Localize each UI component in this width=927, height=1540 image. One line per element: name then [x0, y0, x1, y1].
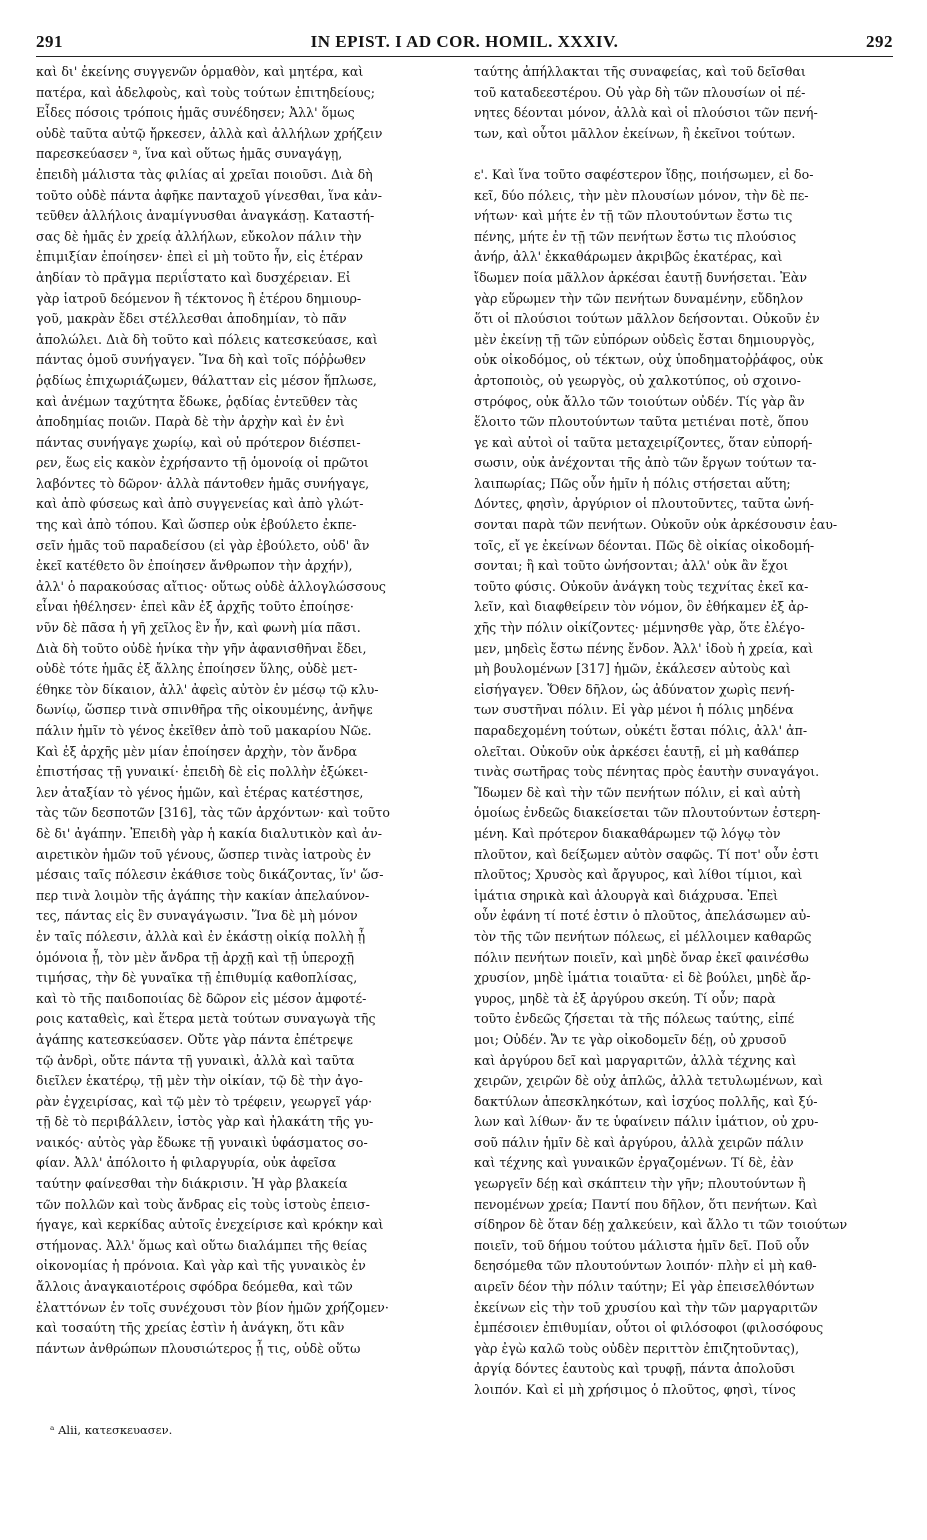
text-line: τοῦ καταδεεστέρου. Οὐ γὰρ δὴ τῶν πλουσίων οἱ πέ-: [474, 84, 806, 100]
text-line: περ τινὰ λοιμὸν τῆς ἀγάπης τὴν κακίαν ἀπελαύνον-: [36, 887, 370, 903]
text-line: πένης, μήτε ἐν τῇ τῶν πενήτων ἔστω τις πλούσιος: [474, 228, 797, 244]
text-line: πάντων ἀνθρώπων πλουσιώτερος ᾖ τις, οὐδὲ οὕτω: [36, 1340, 361, 1356]
text-line: Εἶδες πόσοις τρόποις ἡμᾶς συνέδησεν; Ἀλλ' ὅμως: [36, 105, 355, 121]
text-line: πατέρα, καὶ ἀδελφοὺς, καὶ τοὺς τούτων ἐπιτηδείους;: [36, 84, 375, 100]
text-line: ἱμάτια σηρικὰ καὶ ἁλουργὰ καὶ διάχρυσα. Ἐπεὶ: [474, 887, 779, 903]
text-line: τοῖς, εἴ γε ἐκείνων δέονται. Πῶς δὲ οἰκίας οἰκοδομή-: [474, 537, 815, 553]
text-line: πλοῦτος; Χρυσὸς καὶ ἄργυρος, καὶ λίθοι τίμιοι, καὶ: [474, 867, 803, 883]
text-line: ἀποδημίας ποιῶν. Παρὰ δὲ τὴν ἀρχὴν καὶ ἐν ἑνὶ: [36, 414, 345, 430]
text-line: Διὰ δὴ τοῦτο οὐδὲ ἡνίκα τὴν γῆν ἀφανισθῆναι ἔδει,: [36, 640, 367, 656]
text-line: διεῖλεν ἑκατέρῳ, τῇ μὲν τὴν οἰκίαν, τῷ δὲ τὴν ἀγο-: [36, 1073, 363, 1089]
text-line: ὅτι οἱ πλούσιοι τούτων μᾶλλον δεήσονται. Οὐκοῦν ἐν: [474, 311, 820, 327]
running-title: IN EPIST. I AD COR. HOMIL. XXXIV.: [310, 32, 619, 51]
text-line: ταύτης ἀπήλλακται τῆς συναφείας, καὶ τοῦ δεῖσθαι: [474, 64, 806, 79]
text-line: εἶναι ἠθέλησεν· ἐπεὶ κἂν ἐξ ἀρχῆς τοῦτο ἐποίησε·: [36, 599, 354, 615]
text-line: λοιπόν. Καὶ εἰ μὴ χρήσιμος ὁ πλοῦτος, φησὶ, τίνος: [474, 1382, 796, 1397]
text-line: νῦν δὲ πᾶσα ἡ γῆ χεῖλος ἓν ἦν, καὶ φωνὴ μία πᾶσι.: [36, 620, 361, 636]
text-line: νήτων· καὶ μήτε ἐν τῇ τῶν πλουτούντων ἔστω τις: [474, 208, 793, 224]
text-line: σονται; ἢ καὶ τοῦτο ὠνήσονται; ἀλλ' οὐκ ἂν ἔχοι: [474, 558, 789, 574]
text-line: τεῦθεν ἀλλήλοις ἀναμίγνυσθαι ἀναγκάσῃ. Καταστή-: [36, 208, 375, 224]
text-line: ροις καταθεὶς, καὶ ἕτερα μετὰ τούτων συναγωγὰ τῆς: [36, 1011, 376, 1027]
text-line: σας δὲ ἡμᾶς ἐν χρείᾳ ἀλλήλων, εὔκολον πάλιν τὴν: [36, 228, 362, 244]
text-line: ἐκεῖ κατέθετο ὃν ἐποίησεν ἄνθρωπον τὴν ἀρχήν),: [36, 558, 353, 574]
text-line: γε καὶ αὐτοὶ οἱ ταῦτα μεταχειρίζοντες, ὅταν εὐπορή-: [474, 434, 813, 450]
text-line: γὰρ ἰατροῦ δεόμενον ἢ τέκτονος ἢ ἑτέρου δημιουρ-: [36, 290, 362, 306]
text-line: μένη. Καὶ πρότερον διακαθάρωμεν τῷ λόγῳ τὸν: [474, 825, 781, 841]
text-line: Δόντες, φησὶν, ἀργύριον οἱ πλουτοῦντες, ταῦτα ὠνή-: [474, 496, 814, 512]
text-line: οὐκ οἰκοδόμος, οὐ τέκτων, οὐχ ὑποδηματοῤῥάφος, οὐκ: [474, 352, 824, 368]
text-line: δὲ δι' ἀγάπην. Ἐπειδὴ γὰρ ἡ κακία διαλυτικὸν καὶ ἀν-: [36, 825, 383, 841]
text-line: χρυσίον, μηδὲ ἱμάτια τοιαῦτα· εἰ δὲ βούλει, μηδὲ ἄρ-: [474, 970, 811, 986]
text-line: πόλιν πενήτων ποιεῖν, καὶ μηδὲ ὄναρ ἐκεῖ φαινέσθω: [474, 949, 809, 965]
text-line: παραδεχομένη τούτων, οὐκέτι ἔσται πόλις, ἀλλ' ἀπ-: [474, 723, 808, 738]
text-line: των συστῆναι πόλιν. Εἰ γὰρ μένοι ἡ πόλις μηδένα: [474, 702, 794, 718]
text-line: τῶν πολλῶν καὶ τοὺς ἄνδρας εἰς τοὺς ἱστοὺς ἐπεισ-: [36, 1196, 370, 1212]
right-column: [474, 62, 894, 1401]
text-line: σωσιν, οὐκ ἀνέχονται τῆς ἀπὸ τῶν ἔργων τούτων τα-: [474, 455, 817, 471]
text-line: λαβόντες τὸ δῶρον· ἀλλὰ πάντοθεν ἡμᾶς συνήγαγε,: [36, 475, 370, 491]
text-line: ὁμοίως ἐνδεῶς διακείσεται τῶν πλουτούντων ἐστερη-: [474, 805, 821, 821]
text-line: χειρῶν, χειρῶν δὲ οὐχ ἁπλῶς, ἀλλὰ τετυλωμένων, καὶ: [474, 1073, 824, 1089]
text-line: ποιεῖν, τοῦ δήμου τούτου μάλιστα ἡμῖν δεῖ. Ποῦ οὖν: [474, 1237, 810, 1253]
text-line: ε'. Καὶ ἵνα τοῦτο σαφέστερον ἴδῃς, ποιήσωμεν, εἰ δο-: [474, 166, 814, 182]
text-line: μὲν ἐκείνῃ τῇ τῶν εὐπόρων οὐδεὶς ἔσται δημιουργὸς,: [474, 331, 815, 347]
text-line: ἐν ταῖς πόλεσιν, ἀλλὰ καὶ ἐν ἑκάστῃ οἰκίᾳ πολλὴ ᾖ: [36, 928, 366, 944]
text-line: ἐπειδὴ μάλιστα τὰς φιλίας αἱ χρεῖαι ποιοῦσι. Διὰ δὴ: [36, 166, 373, 182]
page-number-left: 291: [36, 32, 63, 51]
text-line: καὶ τοσαύτη τῆς χρείας ἐστὶν ἡ ἀνάγκη, ὅτι κἂν: [36, 1320, 345, 1336]
text-line: καὶ δι' ἐκείνης συγγενῶν ὁρμαθὸν, καὶ μητέρα, καὶ: [36, 64, 364, 79]
text-line: σονται παρὰ τῶν πενήτων. Οὐκοῦν οὐκ ἀρκέσουσιν ἑαυ-: [474, 517, 838, 533]
text-line: ἐπιμιξίαν ἐποίησεν· ἐπεὶ εἰ μὴ τοῦτο ἦν, εἰς ἑτέραν: [36, 249, 364, 265]
text-line: Ἴδωμεν δὲ καὶ τὴν τῶν πενήτων πόλιν, εἰ καὶ αὐτὴ: [474, 784, 801, 800]
text-line: καὶ τὸ τῆς παιδοποιίας δὲ δῶρον εἰς μέσον ἀμφοτέ-: [36, 990, 367, 1006]
text-line: τὸν τῆς τῶν πενήτων πόλεως, εἰ μέλλοιμεν καθαρῶς: [474, 928, 812, 944]
text-line: δωνίῳ, ὥσπερ τινὰ σπινθῆρα τῆς οἰκουμένης, ἀνῆψε: [36, 702, 373, 718]
text-line: νητες δέονται μόνον, ἀλλὰ καὶ οἱ πλούσιοι τῶν πενή-: [474, 105, 818, 121]
text-line: καὶ τέχνης καὶ γυναικῶν ἐργαζομένων. Τί δὲ, ἐὰν: [474, 1155, 794, 1171]
text-line: ἀγάπης κατεσκεύασεν. Οὔτε γὰρ πάντα ἐπέτρεψε: [36, 1031, 353, 1047]
text-line: πάντας ὁμοῦ συνήγαγεν. Ἵνα δὴ καὶ τοῖς πόῤῥωθεν: [36, 352, 366, 368]
text-line: τὰς τῶν δεσποτῶν [316], τὰς τῶν ἀρχόντων· καὶ τοῦτο: [36, 805, 390, 821]
text-line: τῷ ἀνδρὶ, οὔτε πάντα τῇ γυναικὶ, ἀλλὰ καὶ ταῦτα: [36, 1052, 355, 1068]
text-line: πάντας συνήγαγε χωρίῳ, καὶ οὐ πρότερον διέσπει-: [36, 434, 361, 450]
text-line: ὁμόνοια ᾖ, τὸν μὲν ἄνδρα τῇ ἀρχῇ καὶ τῇ ὑπεροχῇ: [36, 949, 355, 965]
text-line: τοῦτο ἐνδεῶς ζήσεται τὰ τῆς πόλεως ταύτης, εἰπέ: [474, 1011, 795, 1027]
left-column: [36, 62, 456, 1359]
text-line: λεῖν, καὶ διαφθείρειν τὸν νόμον, ὃν ἐθήκαμεν ἐξ ἀρ-: [474, 599, 809, 615]
text-line: λων καὶ λίθων· ἄν τε ὑφαίνειν πάλιν ἱμάτιον, οὐ χρυ-: [474, 1114, 819, 1130]
text-line: γεωργεῖν δέῃ καὶ σκάπτειν τὴν γῆν; πλουτούντων ἢ: [474, 1176, 806, 1192]
text-line: εἰσήγαγεν. Ὅθεν δῆλον, ὡς ἀδύνατον χωρὶς πενή-: [474, 681, 795, 697]
text-line: μοι; Οὐδέν. Ἄν τε γὰρ οἰκοδομεῖν δέῃ, οὐ χρυσοῦ: [474, 1031, 787, 1047]
text-line: ἀνήρ, ἀλλ' ἐκκαθάρωμεν ἀκριβῶς ἑκατέρας, καὶ: [474, 249, 783, 265]
text-line: οὐδὲ ταῦτα αὐτῷ ἤρκεσεν, ἀλλὰ καὶ ἀλλήλων χρήζειν: [36, 125, 383, 141]
text-line: ἀπολώλει. Διὰ δὴ τοῦτο καὶ πόλεις κατεσκεύασε, καὶ: [36, 331, 378, 347]
text-line: ἀργίᾳ δόντες ἑαυτοὺς καὶ τρυφῇ, πάντα ἀπολοῦσι: [474, 1361, 796, 1377]
text-line: ἐπιστήσας τῇ γυναικί· ἐπειδὴ δὲ εἰς πολλὴν ἐξώκει-: [36, 764, 368, 780]
running-header: [36, 30, 893, 57]
text-line: καὶ ἀνέμων ταχύτητα ἔδωκε, ῥᾳδίας ἐντεῦθεν τὰς: [36, 393, 358, 409]
text-line: δακτύλων ἀπεσκληκότων, καὶ ἰσχύος πολλῆς, καὶ ξύ-: [474, 1093, 818, 1109]
text-line: γοῦ, μακρὰν ἔδει στέλλεσθαι ἀποδημίαν, τὸ πᾶν: [36, 311, 347, 327]
text-line: πλοῦτον, καὶ δείξωμεν αὐτὸν σαφῶς. Τί ποτ' οὖν ἐστι: [474, 846, 820, 862]
text-line: τῇ δὲ τὸ περιβάλλειν, ἱστὸς γὰρ καὶ ἠλακάτη τῆς γυ-: [36, 1114, 374, 1130]
text-line: κεῖ, δύο πόλεις, τὴν μὲν πλουσίων μόνον, τὴν δὲ πε-: [474, 187, 809, 203]
text-line: τοῦτο φύσις. Οὐκοῦν ἀνάγκη τοὺς τεχνίτας ἐκεῖ κα-: [474, 578, 809, 594]
text-line: στρόφος, οὐκ ἄλλο τῶν τοιούτων οὐδέν. Τίς γὰρ ἂν: [474, 393, 805, 409]
footnote: ᵃ Alii, κατεσκευασεν.: [50, 1423, 173, 1437]
text-line: γὰρ ἐγὼ καλῶ τοὺς οὐδὲν περιττὸν ἐπιζητοῦντας),: [474, 1340, 800, 1356]
text-line: ταύτην φαίνεσθαι τὴν διάκρισιν. Ἡ γὰρ βλακεία: [36, 1176, 348, 1192]
text-line: Καὶ ἐξ ἀρχῆς μὲν μίαν ἐποίησεν ἀρχὴν, τὸν ἄνδρα: [36, 743, 358, 759]
text-line: ἐμπέσοιεν ἐπιθυμίαν, οὗτοι οἱ φιλόσοφοι (φιλοσόφους: [474, 1320, 824, 1336]
page-number-right: 292: [866, 32, 893, 51]
text-line: πενομένων χρεία; Παντί που δῆλον, ὅτι πενήτων. Καὶ: [474, 1196, 818, 1212]
text-line: οὖν ἐφάνη τί ποτέ ἐστιν ὁ πλοῦτος, ἀπελάσωμεν αὐ-: [474, 908, 811, 924]
text-line: λαιπωρίας; Πῶς οὖν ἡμῖν ἡ πόλις στήσεται αὕτη;: [474, 475, 791, 491]
text-line: της καὶ ἀπὸ τόπου. Καὶ ὥσπερ οὐκ ἐβούλετο ἐκπε-: [36, 517, 357, 533]
text-line: ρεν, ἕως εἰς κακὸν ἐχρήσαντο τῇ ὁμονοίᾳ οἱ πρῶτοι: [36, 455, 369, 471]
text-line: των, καὶ οὗτοι μᾶλλον ἐκείνων, ἢ ἐκεῖνοι τούτων.: [474, 125, 796, 141]
text-line: τιμήσας, τὴν δὲ γυναῖκα τῇ ἐπιθυμίᾳ καθοπλίσας,: [36, 970, 358, 986]
text-line: ἄλλοις ἀναγκαιοτέροις σφόδρα δεόμεθα, καὶ τῶν: [36, 1279, 353, 1295]
text-line: φίαν. Ἀλλ' ἀπόλοιτο ἡ φιλαργυρία, οὐκ ἀφεῖσα: [36, 1155, 337, 1171]
text-line: τινὰς σωτῆρας τοὺς πένητας πρὸς ἑαυτὴν συναγάγοι.: [474, 764, 820, 780]
text-line: μέσαις ταῖς πόλεσιν ἐκάθισε τοὺς δικάζοντας, ἵν' ὥσ-: [36, 867, 384, 883]
text-line: καὶ ἀργύρου δεῖ καὶ μαργαριτῶν, ἀλλὰ τέχνης καὶ: [474, 1052, 797, 1068]
text-line: δεησόμεθα τῶν πλουτούντων λοιπόν· πλὴν εἰ μὴ καθ-: [474, 1258, 817, 1274]
text-line: σεῖν ἡμᾶς τοῦ παραδείσου (εἰ γὰρ ἐβούλετο, οὐδ' ἂν: [36, 537, 370, 553]
text-line: αιρεῖν δέον τὴν πόλιν ταύτην; Εἰ γὰρ ἐπεισελθόντων: [474, 1279, 815, 1295]
text-line: ναικός· αὐτὸς γὰρ ἔδωκε τῇ γυναικὶ ὑφάσματος σο-: [36, 1134, 368, 1150]
text-line: γὰρ εὕρωμεν τὴν τῶν πενήτων δυναμένην, εὔδηλον: [474, 290, 804, 306]
text-line: παρεσκεύασεν ᵃ, ἵνα καὶ οὕτως ἡμᾶς συναγάγῃ,: [36, 146, 343, 162]
text-line: στήμονας. Ἀλλ' ὅμως καὶ οὕτω διαλάμπει τῆς θείας: [36, 1237, 368, 1253]
text-line: οἰκονομίας ἡ πρόνοια. Καὶ γὰρ καὶ τῆς γυναικὸς ἐν: [36, 1258, 366, 1274]
text-line: ἐκείνων εἰς τὴν τοῦ χρυσίου καὶ τὴν τῶν μαργαριτῶν: [474, 1299, 818, 1315]
text-line: τες, πάντας εἰς ἓν συναγάγωσιν. Ἵνα δὲ μὴ μόνον: [36, 908, 358, 924]
text-line: ολεῖται. Οὐκοῦν οὐκ ἀρκέσει ἑαυτῇ, εἰ μὴ καθάπερ: [474, 743, 799, 759]
text-line: ἀλλ' ὁ παρακούσας αἴτιος· οὕτως οὐδὲ ἀλλογλώσσους: [36, 578, 386, 594]
text-line: καὶ ἀπὸ φύσεως καὶ ἀπὸ συγγενείας καὶ ἀπὸ γλώτ-: [36, 496, 364, 512]
text-line: οὐδὲ τότε ἡμᾶς ἐξ ἄλλης ἐποίησεν ὕλης, οὐδὲ μετ-: [36, 661, 358, 677]
text-line: αιρετικὸν ἡμῶν τοῦ γένους, ὥσπερ τινὰς ἰατροὺς ἐν: [36, 846, 371, 862]
text-line: μὴ βουλομένων [317] ἡμῶν, ἐκάλεσεν αὐτοὺς καὶ: [474, 661, 791, 677]
text-line: χῆς τὴν πόλιν οἰκίζοντες· μέμνησθε γὰρ, ὅτε ἐλέγο-: [474, 620, 805, 636]
text-line: πάλιν ἡμῖν τὸ γένος ἐκεῖθεν ἀπὸ τοῦ μακαρίου Νῶε.: [36, 723, 372, 738]
text-line: τοῦτο οὐδὲ πάντα ἀφῆκε πανταχοῦ γίνεσθαι, ἵνα κἀν-: [36, 187, 382, 203]
text-line: ρὰν ἐγχειρίσας, καὶ τῷ μὲν τὸ τρέφειν, γεωργεῖ γάρ·: [36, 1093, 373, 1109]
text-line: λεν ἀταξίαν τὸ γένος ἡμῶν, καὶ ἑτέρας κατέστησε,: [36, 784, 364, 800]
text-line: σοῦ πάλιν ἡμῖν δὲ καὶ ἀργύρου, ἀλλὰ χειρῶν πάλιν: [474, 1134, 804, 1150]
text-line: σίδηρον δὲ ὅταν δέῃ χαλκεύειν, καὶ ἄλλο τι τῶν τοιούτων: [474, 1217, 848, 1233]
text-line: [474, 144, 894, 165]
text-line: ἴδωμεν ποία μᾶλλον ἀρκέσαι ἑαυτῇ δυνήσεται. Ἐὰν: [474, 269, 808, 285]
text-line: ήγαγε, καὶ κερκίδας αὐτοῖς ἐνεχείρισε καὶ κρόκην καὶ: [36, 1217, 384, 1233]
text-line: ἀηδίαν τὸ πρᾶγμα περιΐστατο καὶ δυσχέρειαν. Εἰ: [36, 269, 351, 285]
text-line: ἀρτοποιὸς, οὐ γεωργὸς, οὐ χαλκοτύπος, οὐ σχοινο-: [474, 372, 801, 388]
text-line: έθηκε τὸν δίκαιον, ἀλλ' ἀφεὶς αὐτὸν ἐν μέσῳ τῷ κλυ-: [36, 681, 379, 697]
text-line: ἕλοιτο τῶν πλουτούντων ταῦτα μετιέναι ποτὲ, ὅπου: [474, 414, 809, 430]
text-line: ῥᾳδίως ἐπιχωριάζωμεν, θάλατταν εἰς μέσον ἥπλωσε,: [36, 372, 377, 388]
text-line: ἐλαττόνων ἐν τοῖς συνέχουσι τὸν βίον ἡμῶν χρήζομεν·: [36, 1299, 389, 1315]
text-line: γυρος, μηδὲ τὰ ἐξ ἀργύρου σκεύη. Τί οὖν; παρὰ: [474, 990, 776, 1006]
text-line: μεν, μηδεὶς ἔστω πένης ἔνδον. Ἀλλ' ἰδοὺ ἡ χρεία, καὶ: [474, 640, 814, 656]
